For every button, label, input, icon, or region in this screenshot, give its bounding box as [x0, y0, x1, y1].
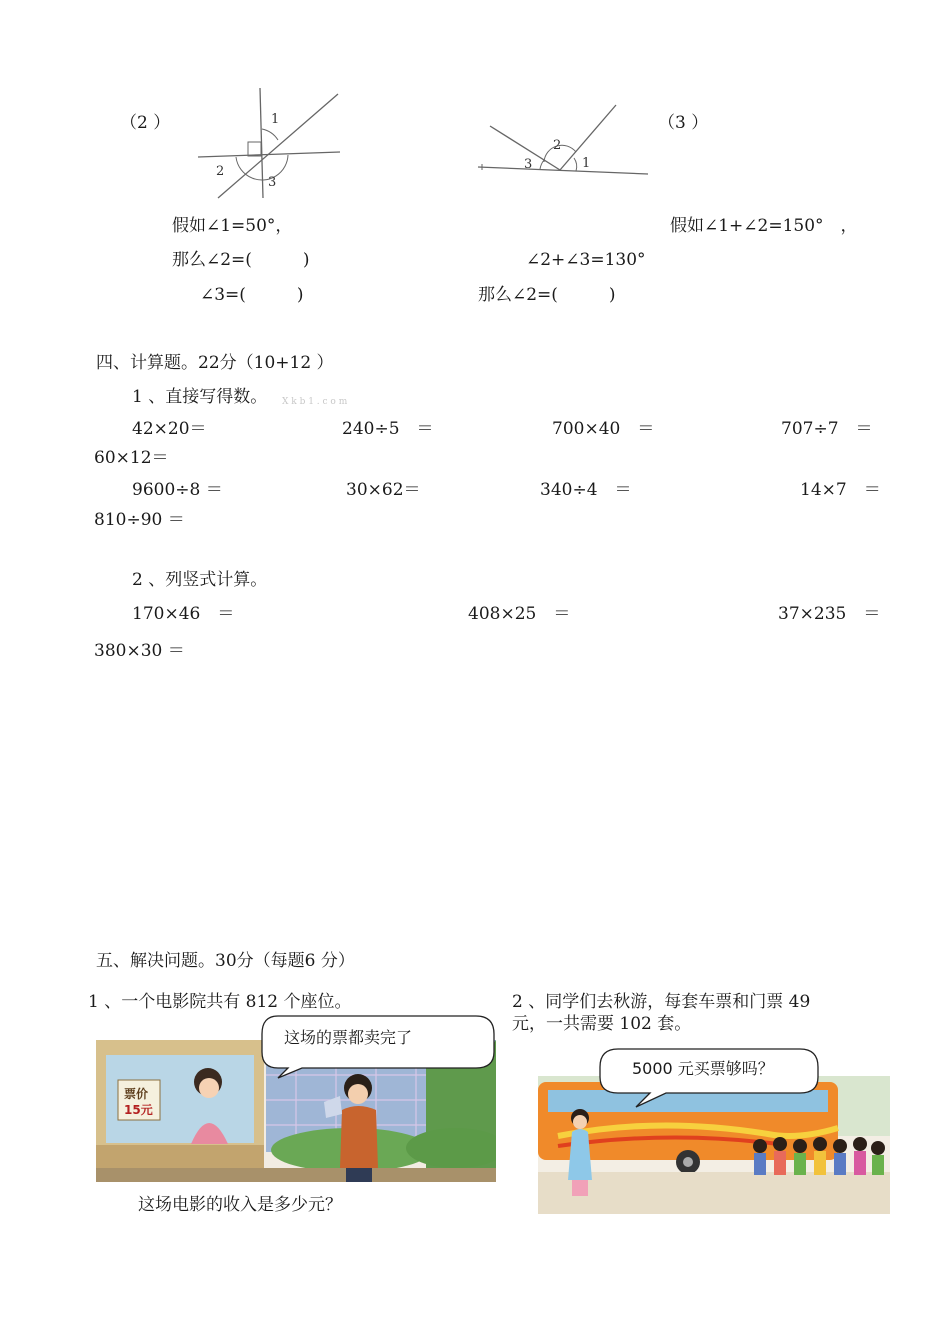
problem-2-line2: 元，一共需要 102 套。: [512, 1014, 692, 1034]
angle-label-1: 1: [271, 112, 280, 127]
calc-2-2: 30×62＝: [346, 480, 421, 500]
question-2-number: （2 ）: [120, 113, 171, 133]
calc-2-1: 9600÷8 ＝: [132, 480, 223, 500]
calc-1-4: 707÷7 ＝: [781, 419, 873, 439]
watermark: X k b 1 . c o m: [282, 397, 348, 407]
sub1-title: 1 、直接写得数。: [132, 387, 268, 407]
problem-1-question: 这场电影的收入是多少元？: [138, 1195, 342, 1215]
ticket-price-sign-value: 15元: [124, 1103, 153, 1117]
angle-label-1b: 1: [582, 156, 591, 171]
calc-1-2: 240÷5 ＝: [342, 419, 434, 439]
vertical-calc-1: 170×46 ＝: [132, 604, 235, 624]
vertical-calc-3: 37×235 ＝: [778, 604, 881, 624]
calc-2-5: 810÷90 ＝: [94, 510, 185, 530]
calc-2-4: 14×7 ＝: [800, 480, 881, 500]
ticket-price-sign-title: 票价: [124, 1087, 149, 1101]
calc-2-3: 340÷4 ＝: [540, 480, 632, 500]
calc-1-1: 42×20＝: [132, 419, 207, 439]
part4-heading: 四、计算题。22分（10+12 ）: [96, 353, 334, 373]
q3-given-2: ∠2+∠3=130°: [526, 250, 646, 270]
angle-diagram-2: [190, 80, 350, 205]
angle-label-2b: 2: [553, 138, 562, 153]
part5-heading: 五、解决问题。30分（每题6 分）: [96, 951, 355, 971]
q2-given: 假如∠1=50°，: [172, 216, 293, 236]
angle-diagram-3: [476, 100, 656, 190]
problem-2-line1: 2 、同学们去秋游，每套车票和门票 49: [512, 992, 811, 1012]
speech-bubble-1-text: 这场的票都卖完了: [284, 1028, 413, 1047]
q2-ask-angle2: 那么∠2=( ): [172, 250, 310, 270]
speech-bubble-2-text: 5000 元买票够吗？: [632, 1059, 774, 1078]
q2-ask-angle3: ∠3=( ): [200, 285, 304, 305]
vertical-calc-2: 408×25 ＝: [468, 604, 571, 624]
vertical-calc-4: 380×30 ＝: [94, 641, 185, 661]
problem-1-text: 1 、一个电影院共有 812 个座位。: [88, 992, 352, 1012]
q3-ask: 那么∠2=( ): [478, 285, 616, 305]
calc-1-3: 700×40 ＝: [552, 419, 655, 439]
question-3-number: （3 ）: [658, 113, 709, 133]
sub2-title: 2 、列竖式计算。: [132, 570, 268, 590]
angle-label-3: 3: [268, 175, 277, 190]
calc-1-5: 60×12＝: [94, 448, 169, 468]
angle-label-3b: 3: [524, 157, 533, 172]
angle-label-2: 2: [216, 164, 225, 179]
q3-given: 假如∠1+∠2=150° ，: [670, 216, 858, 236]
